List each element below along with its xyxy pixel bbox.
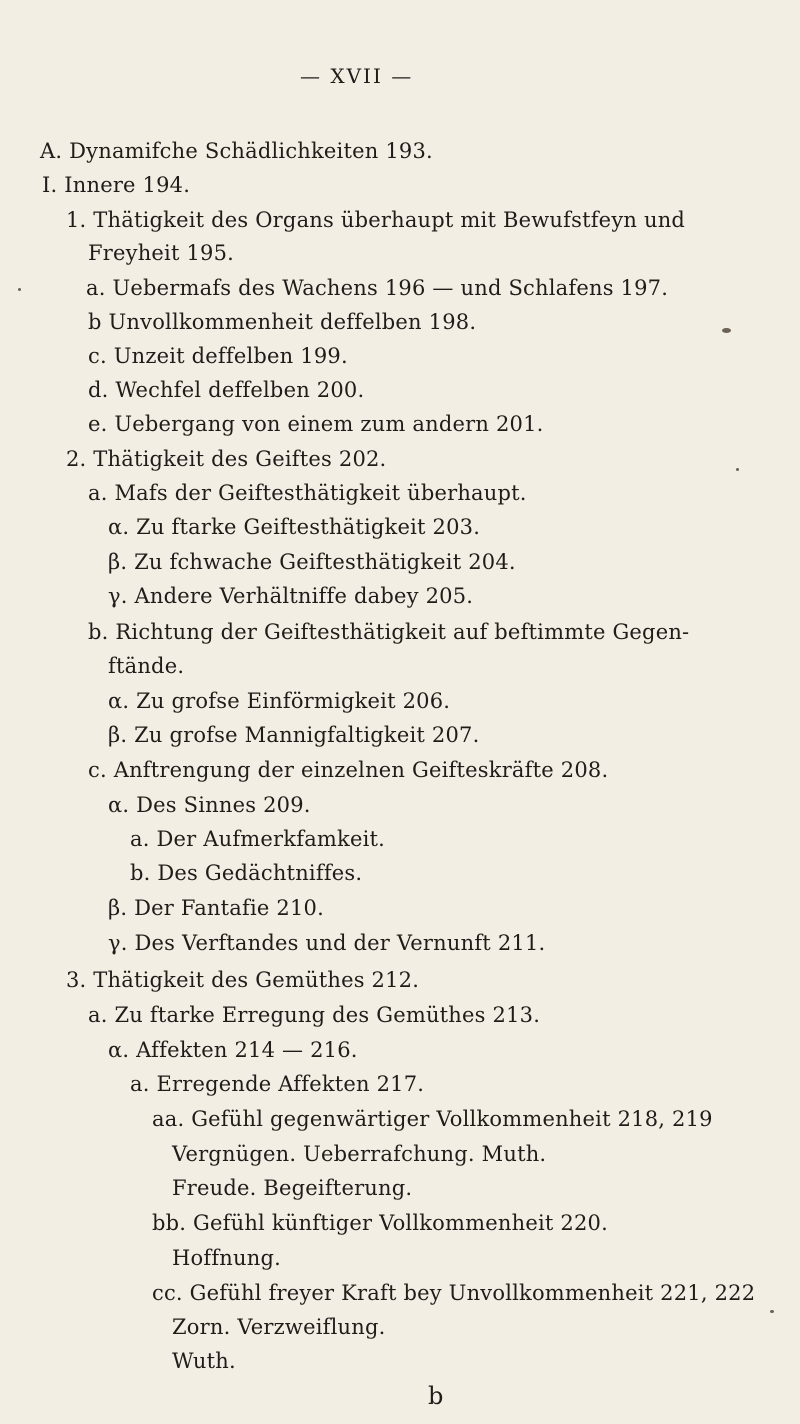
text-line: A. Dynamifche Schädlichkeiten 193. [40,139,433,163]
text-line: c. Unzeit deffelben 199. [88,344,348,368]
text-line: bb. Gefühl künftiger Vollkommenheit 220. [152,1211,608,1235]
text-line: Vergnügen. Ueberrafchung. Muth. [172,1142,547,1166]
text-line: γ. Des Verftandes und der Vernunft 211. [108,931,546,955]
text-line: c. Anftrengung der einzelnen Geifteskräfte 208. [88,758,609,782]
text-line: I. Innere 194. [42,173,191,197]
paper-speck [770,1310,774,1313]
text-line: a. Der Aufmerkfamkeit. [130,827,386,851]
text-line: aa. Gefühl gegenwärtiger Vollkommenheit 218, 219 [152,1107,713,1131]
text-line: d. Wechfel deffelben 200. [88,378,365,402]
text-line: β. Zu fchwache Geiftesthätigkeit 204. [108,550,516,574]
text-line: Hoffnung. [172,1246,281,1270]
text-line: 1. Thätigkeit des Organs überhaupt mit Bewufstfeyn und [66,208,686,232]
text-line: β. Zu grofse Mannigfaltigkeit 207. [108,723,480,747]
text-line: a. Uebermafs des Wachens 196 — und Schlafens 197. [86,276,669,300]
text-line: α. Zu ftarke Geiftesthätigkeit 203. [108,515,481,539]
text-line: 3. Thätigkeit des Gemüthes 212. [66,968,420,992]
text-line: Freyheit 195. [88,241,235,265]
text-line: β. Der Fantafie 210. [108,896,324,920]
text-line: cc. Gefühl freyer Kraft bey Unvollkommenheit 221, 222 [152,1281,756,1305]
text-line: 2. Thätigkeit des Geiftes 202. [66,447,387,471]
page-number-header: — XVII — [300,64,414,88]
text-line: γ. Andere Verhältniffe dabey 205. [108,584,474,608]
text-line: b. Richtung der Geiftesthätigkeit auf beftimmte Gegen- [88,620,690,644]
paper-stain [722,328,731,333]
text-line: a. Zu ftarke Erregung des Gemüthes 213. [88,1003,541,1027]
text-line: ftände. [108,654,185,678]
text-line: Wuth. [172,1349,236,1373]
text-line: Freude. Begeifterung. [172,1176,413,1200]
text-line: α. Zu grofse Einförmigkeit 206. [108,689,451,713]
paper-speck [736,468,739,471]
paper-speck [18,288,21,291]
text-line: b Unvollkommenheit deffelben 198. [88,310,477,334]
text-line: α. Des Sinnes 209. [108,793,311,817]
text-line: a. Mafs der Geiftesthätigkeit überhaupt. [88,481,527,505]
text-line: e. Uebergang von einem zum andern 201. [88,412,544,436]
text-line: b. Des Gedächtniffes. [130,861,363,885]
text-line: Zorn. Verzweiflung. [172,1315,386,1339]
signature-mark: b [428,1382,444,1410]
text-line: a. Erregende Affekten 217. [130,1072,425,1096]
text-line: α. Affekten 214 — 216. [108,1038,358,1062]
